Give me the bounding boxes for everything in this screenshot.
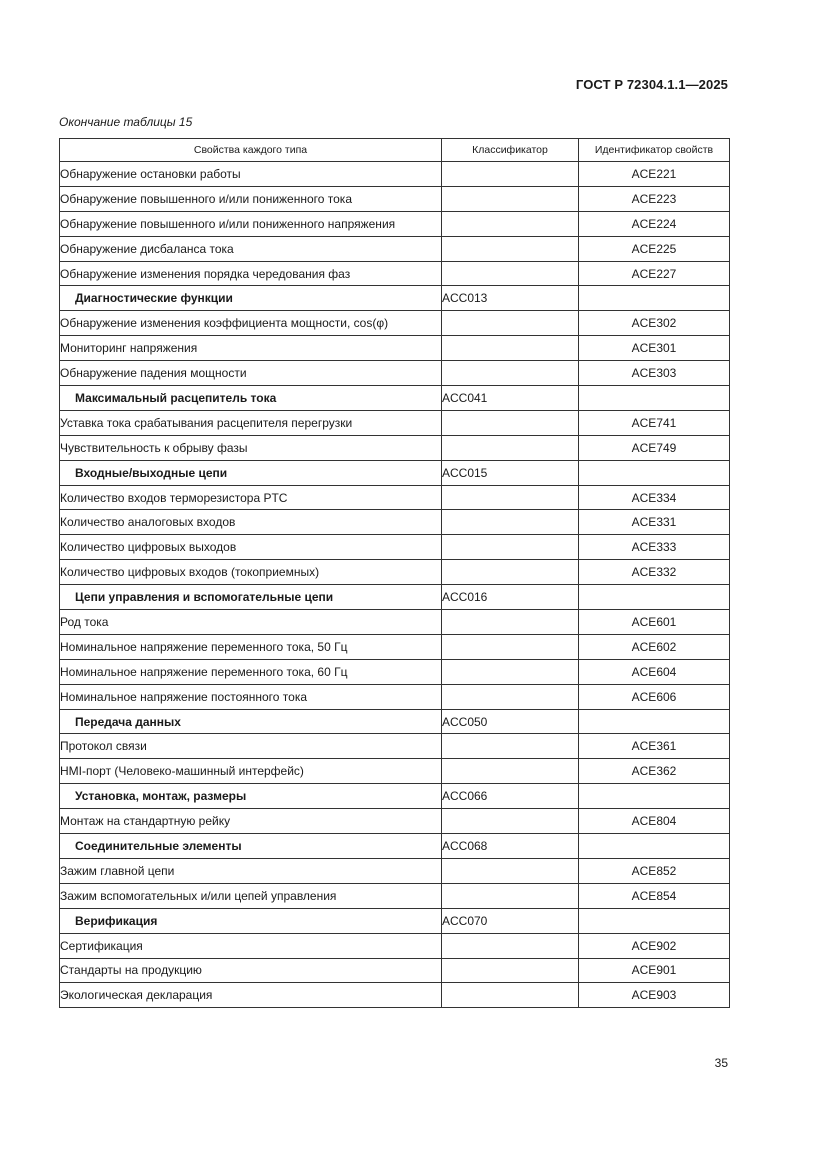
- identifier-cell: ACE902: [579, 933, 730, 958]
- classifier-cell: [442, 162, 579, 187]
- identifier-cell: ACE334: [579, 485, 730, 510]
- classifier-cell: [442, 261, 579, 286]
- property-name-cell: Максимальный расцепитель тока: [60, 386, 442, 411]
- group-row: [60, 585, 730, 610]
- property-name-cell: Обнаружение повышенного и/или пониженного напряжения: [60, 211, 442, 236]
- identifier-cell: ACE741: [579, 410, 730, 435]
- group-row: [60, 460, 730, 485]
- property-name-cell: Номинальное напряжение переменного тока, 50 Гц: [60, 634, 442, 659]
- table-row: [60, 933, 730, 958]
- identifier-cell: ACE333: [579, 535, 730, 560]
- property-name-cell: Количество цифровых выходов: [60, 535, 442, 560]
- property-name-cell: Протокол связи: [60, 734, 442, 759]
- property-name-cell: Стандарты на продукцию: [60, 958, 442, 983]
- classifier-cell: [442, 236, 579, 261]
- property-name-cell: Обнаружение падения мощности: [60, 361, 442, 386]
- table-row: [60, 983, 730, 1008]
- classifier-cell: [442, 510, 579, 535]
- table-row: [60, 560, 730, 585]
- classifier-cell: [442, 684, 579, 709]
- identifier-cell: ACE901: [579, 958, 730, 983]
- classifier-cell: ACC066: [442, 784, 579, 809]
- identifier-cell: ACE224: [579, 211, 730, 236]
- group-row: [60, 908, 730, 933]
- table-body: [60, 162, 730, 1008]
- identifier-cell: ACE302: [579, 311, 730, 336]
- table-row: [60, 958, 730, 983]
- identifier-cell: ACE854: [579, 883, 730, 908]
- property-name-cell: Обнаружение изменения порядка чередования фаз: [60, 261, 442, 286]
- identifier-cell: ACE225: [579, 236, 730, 261]
- identifier-cell: ACE303: [579, 361, 730, 386]
- property-name-cell: Обнаружение повышенного и/или пониженного тока: [60, 186, 442, 211]
- table-header-row: [60, 139, 730, 162]
- group-row: [60, 386, 730, 411]
- table-row: [60, 311, 730, 336]
- classifier-cell: ACC016: [442, 585, 579, 610]
- property-name-cell: Количество аналоговых входов: [60, 510, 442, 535]
- classifier-cell: ACC068: [442, 834, 579, 859]
- property-name-cell: Уставка тока срабатывания расцепителя перегрузки: [60, 410, 442, 435]
- properties-table: [59, 138, 730, 1008]
- identifier-cell: [579, 460, 730, 485]
- classifier-cell: [442, 485, 579, 510]
- property-name-cell: Верификация: [60, 908, 442, 933]
- property-name-cell: Количество входов терморезистора PTC: [60, 485, 442, 510]
- classifier-cell: [442, 659, 579, 684]
- classifier-cell: ACC050: [442, 709, 579, 734]
- classifier-cell: [442, 858, 579, 883]
- property-name-cell: Мониторинг напряжения: [60, 336, 442, 361]
- identifier-cell: ACE602: [579, 634, 730, 659]
- table-row: [60, 435, 730, 460]
- table-row: [60, 510, 730, 535]
- table-row: [60, 883, 730, 908]
- table-row: [60, 261, 730, 286]
- table-row: [60, 809, 730, 834]
- identifier-cell: ACE903: [579, 983, 730, 1008]
- classifier-cell: [442, 809, 579, 834]
- property-name-cell: Входные/выходные цепи: [60, 460, 442, 485]
- column-header-properties: Свойства каждого типа: [60, 139, 442, 162]
- identifier-cell: ACE227: [579, 261, 730, 286]
- identifier-cell: ACE606: [579, 684, 730, 709]
- table-row: [60, 684, 730, 709]
- group-row: [60, 834, 730, 859]
- group-row: [60, 784, 730, 809]
- property-name-cell: Цепи управления и вспомогательные цепи: [60, 585, 442, 610]
- classifier-cell: ACC041: [442, 386, 579, 411]
- identifier-cell: ACE362: [579, 759, 730, 784]
- property-name-cell: Чувствительность к обрыву фазы: [60, 435, 442, 460]
- identifier-cell: [579, 908, 730, 933]
- classifier-cell: [442, 186, 579, 211]
- identifier-cell: ACE361: [579, 734, 730, 759]
- table-caption: Окончание таблицы 15: [59, 115, 193, 129]
- classifier-cell: [442, 634, 579, 659]
- identifier-cell: ACE749: [579, 435, 730, 460]
- table-row: [60, 535, 730, 560]
- property-name-cell: Номинальное напряжение постоянного тока: [60, 684, 442, 709]
- table-row: [60, 410, 730, 435]
- classifier-cell: [442, 734, 579, 759]
- classifier-cell: [442, 610, 579, 635]
- classifier-cell: [442, 211, 579, 236]
- classifier-cell: [442, 435, 579, 460]
- classifier-cell: ACC013: [442, 286, 579, 311]
- page-number: 35: [714, 1056, 728, 1070]
- property-name-cell: Обнаружение изменения коэффициента мощности, cos(φ): [60, 311, 442, 336]
- identifier-cell: ACE804: [579, 809, 730, 834]
- table-row: [60, 361, 730, 386]
- property-name-cell: Экологическая декларация: [60, 983, 442, 1008]
- identifier-cell: [579, 585, 730, 610]
- identifier-cell: [579, 286, 730, 311]
- property-name-cell: Передача данных: [60, 709, 442, 734]
- identifier-cell: ACE221: [579, 162, 730, 187]
- identifier-cell: ACE332: [579, 560, 730, 585]
- table-row: [60, 485, 730, 510]
- classifier-cell: [442, 361, 579, 386]
- table-row: [60, 610, 730, 635]
- classifier-cell: [442, 560, 579, 585]
- property-name-cell: HMI-порт (Человеко-машинный интерфейс): [60, 759, 442, 784]
- property-name-cell: Диагностические функции: [60, 286, 442, 311]
- table-row: [60, 211, 730, 236]
- classifier-cell: [442, 759, 579, 784]
- identifier-cell: ACE331: [579, 510, 730, 535]
- identifier-cell: [579, 784, 730, 809]
- classifier-cell: [442, 535, 579, 560]
- identifier-cell: ACE223: [579, 186, 730, 211]
- group-row: [60, 709, 730, 734]
- identifier-cell: ACE604: [579, 659, 730, 684]
- classifier-cell: [442, 933, 579, 958]
- classifier-cell: [442, 958, 579, 983]
- table-row: [60, 734, 730, 759]
- property-name-cell: Зажим вспомогательных и/или цепей управления: [60, 883, 442, 908]
- table-row: [60, 336, 730, 361]
- table-row: [60, 659, 730, 684]
- property-name-cell: Зажим главной цепи: [60, 858, 442, 883]
- identifier-cell: ACE601: [579, 610, 730, 635]
- identifier-cell: [579, 834, 730, 859]
- table-row: [60, 858, 730, 883]
- table-row: [60, 186, 730, 211]
- group-row: [60, 286, 730, 311]
- table-row: [60, 162, 730, 187]
- table-row: [60, 236, 730, 261]
- column-header-classifier: Классификатор: [442, 139, 579, 162]
- property-name-cell: Номинальное напряжение переменного тока, 60 Гц: [60, 659, 442, 684]
- property-name-cell: Количество цифровых входов (токоприемных): [60, 560, 442, 585]
- table-row: [60, 634, 730, 659]
- property-name-cell: Установка, монтаж, размеры: [60, 784, 442, 809]
- identifier-cell: ACE301: [579, 336, 730, 361]
- classifier-cell: [442, 883, 579, 908]
- property-name-cell: Обнаружение остановки работы: [60, 162, 442, 187]
- column-header-identifier: Идентификатор свойств: [579, 139, 730, 162]
- classifier-cell: [442, 311, 579, 336]
- table-row: [60, 759, 730, 784]
- property-name-cell: Соединительные элементы: [60, 834, 442, 859]
- classifier-cell: [442, 410, 579, 435]
- document-code: ГОСТ Р 72304.1.1—2025: [575, 77, 728, 92]
- property-name-cell: Монтаж на стандартную рейку: [60, 809, 442, 834]
- identifier-cell: [579, 386, 730, 411]
- classifier-cell: [442, 983, 579, 1008]
- classifier-cell: ACC015: [442, 460, 579, 485]
- identifier-cell: ACE852: [579, 858, 730, 883]
- identifier-cell: [579, 709, 730, 734]
- classifier-cell: [442, 336, 579, 361]
- property-name-cell: Род тока: [60, 610, 442, 635]
- property-name-cell: Обнаружение дисбаланса тока: [60, 236, 442, 261]
- property-name-cell: Сертификация: [60, 933, 442, 958]
- classifier-cell: ACC070: [442, 908, 579, 933]
